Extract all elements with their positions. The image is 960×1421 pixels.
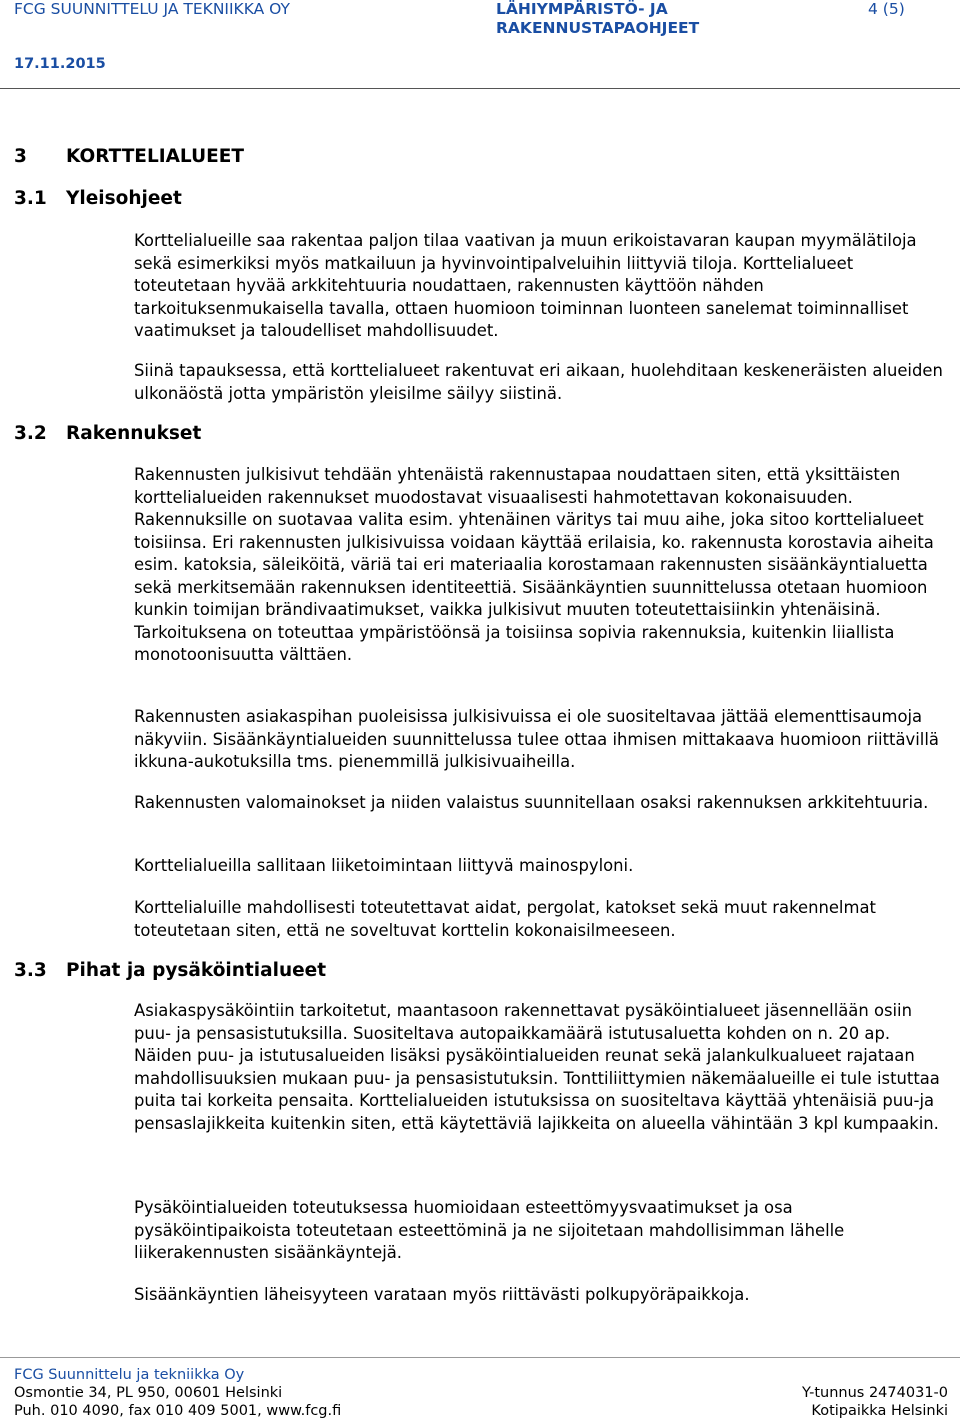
paragraph: Siinä tapauksessa, että korttelialueet rakentuvat eri aikaan, huolehditaan keskeneräisten alueiden ulkonäöstä jotta ympäristön yleisilme säilyy siistinä.	[134, 361, 943, 403]
header-title-line1: LÄHIYMPÄRISTÖ- JA	[496, 0, 668, 18]
footer-divider	[0, 1357, 960, 1358]
paragraph: Korttelialueille saa rakentaa paljon tilaa vaativan ja muun erikoistavaran kaupan myymälätiloja sekä esimerkiksi myös matkailuun ja hyvinvointipalveluihin liittyviä tiloja. Korttelialueet toteutetaan hyvää arkkitehtuuria noudattaen, rakennusten käyttöön nähden tarkoituksenmukaisella tavalla, ottaen huomioon toiminnan luonteen sanelemat toiminnalliset vaatimukset ja taloudelliset mahdollisuudet.	[134, 231, 917, 340]
paragraph: Rakennusten asiakaspihan puoleisissa julkisivuissa ei ole suositeltavaa jättää elementtisaumoja näkyviin. Sisäänkäyntialueiden suunnittelussa tulee ottaa ihmisen mittakaava huomioon riittävillä ikkuna-aukotuksilla tms. pienemmillä julkisivuaiheilla.	[134, 707, 939, 771]
section-title: Rakennukset	[66, 423, 202, 444]
paragraph: Asiakaspysäköintiin tarkoitetut, maantasoon rakennettavat pysäköintialueet jäsennellään osiin puu- ja pensasistutuksilla. Suositeltava autopaikkamäärä istutusaluetta kohden on n. 20 ap. Näiden puu- ja istutusalueiden lisäksi pysäköintialueiden reunat sekä jalankulkualueet rajataan mahdollisuuksien mukaan puu- ja pensasistutuksin. Tonttiliittymien näkemäalueille ei tule istuttaa puita tai korkeita pensaita. Korttelialueiden istutuksissa on suositeltava käyttää yhtenäisiä puu-ja pensaslajikkeita kuitenkin siten, että käytettäviä lajikkeita on alueella vähintään 3 kpl kumpaakin.	[134, 1001, 940, 1133]
section-3-2-heading	[14, 423, 201, 444]
header-company: FCG SUUNNITTELU JA TEKNIIKKA OY	[14, 0, 290, 18]
section-number: 3.3	[14, 960, 47, 981]
header-page-number: 4 (5)	[868, 0, 905, 18]
header-document-title	[496, 0, 716, 38]
section-title: KORTTELIALUEET	[66, 146, 244, 167]
section-number: 3	[14, 146, 27, 167]
footer-contact	[14, 1366, 341, 1420]
paragraph: Pysäköintialueiden toteutuksessa huomioidaan esteettömyysvaatimukset ja osa pysäköintipaikoista toteutetaan esteettöminä ja ne sijoitetaan mahdollisimman lähelle liikerakennusten sisäänkäyntejä.	[134, 1198, 845, 1262]
header-title-line2: RAKENNUSTAPAOHJEET	[496, 19, 700, 37]
footer-phone: Puh. 010 4090, fax 010 409 5001, www.fcg.fi	[14, 1403, 342, 1419]
footer-business-id: Y-tunnus 2474031-0	[801, 1385, 948, 1401]
section-3-3-heading	[14, 960, 326, 981]
paragraph: Rakennusten valomainokset ja niiden valaistus suunnitellaan osaksi rakennuksen arkkitehtuuria.	[134, 793, 929, 812]
section-number: 3.1	[14, 188, 47, 209]
section-3-1-heading	[14, 188, 182, 209]
footer-registration	[802, 1384, 948, 1420]
section-title: Pihat ja pysäköintialueet	[66, 960, 327, 981]
footer-domicile: Kotipaikka Helsinki	[811, 1403, 948, 1419]
section-3-heading	[14, 146, 244, 167]
section-number: 3.2	[14, 423, 47, 444]
paragraph: Korttelialuille mahdollisesti toteutettavat aidat, pergolat, katokset sekä muut rakennelmat toteutetaan siten, että ne soveltuvat korttelin kokonaisilmeeseen.	[134, 898, 876, 940]
paragraph: Sisäänkäyntien läheisyyteen varataan myös riittävästi polkupyöräpaikkoja.	[134, 1285, 750, 1304]
footer-company: FCG Suunnittelu ja tekniikka Oy	[14, 1367, 245, 1383]
header-date: 17.11.2015	[14, 56, 106, 72]
footer-address: Osmontie 34, PL 950, 00601 Helsinki	[14, 1385, 283, 1401]
paragraph: Rakennusten julkisivut tehdään yhtenäistä rakennustapaa noudattaen siten, että yksittäisten korttelialueiden rakennukset muodostavat visuaalisesti hahmotettavan kokonaisuuden. Rakennuksille on suotavaa valita esim. yhtenäinen väritys tai muu aihe, joka sitoo korttelialueet toisiinsa. Eri rakennusten julkisivuissa voidaan käyttää erilaisia, ko. rakennusta korostavia aiheita esim. katoksia, säleiköitä, väriä tai eri materiaalia korostamaan rakennusten sisäänkäyntialuetta sekä merkitsemään rakennuksen identiteettiä. Sisäänkäyntien suunnittelussa otetaan huomioon kunkin toimijan brändivaatimukset, vaikka julkisivut muuten toteutettaisiinkin yhtenäisinä. Tarkoituksena on toteuttaa ympäristöönsä ja toisiinsa sopivia rakennuksia, kuitenkin liiallista monotoonisuutta välttäen.	[134, 465, 934, 664]
header-divider	[0, 88, 960, 89]
paragraph: Korttelialueilla sallitaan liiketoimintaan liittyvä mainospyloni.	[134, 856, 634, 875]
section-title: Yleisohjeet	[66, 188, 182, 209]
